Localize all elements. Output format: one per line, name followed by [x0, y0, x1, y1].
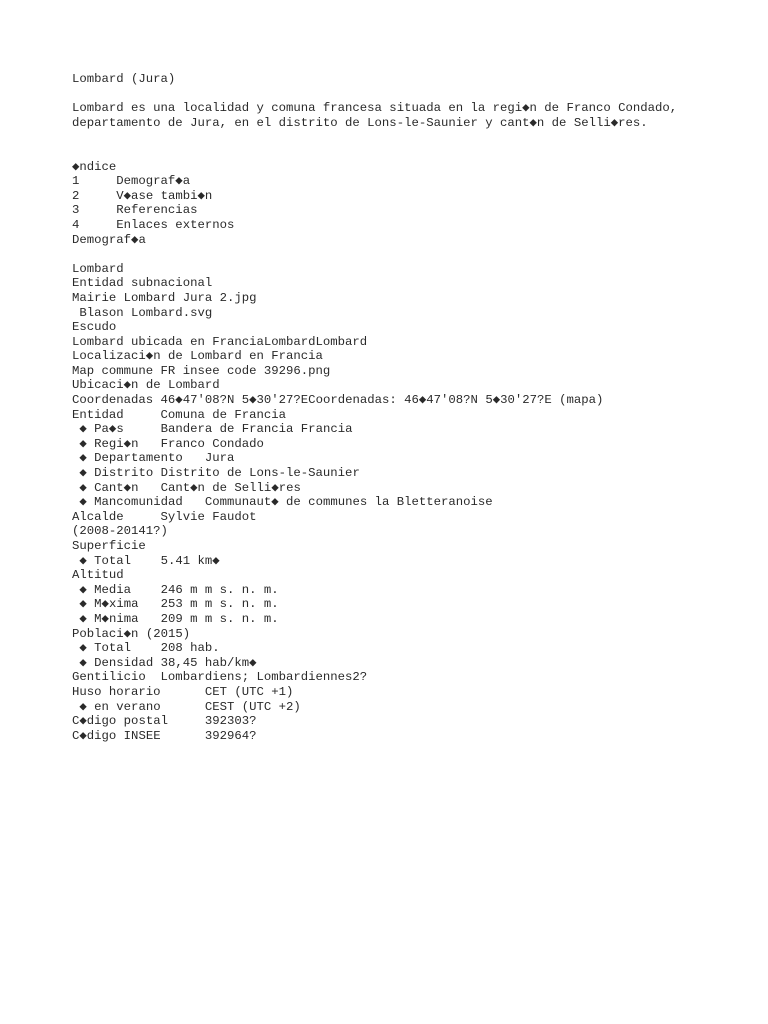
infobox-row: (2008-20141?): [72, 524, 168, 539]
infobox-row: Entidad Comuna de Francia: [72, 407, 287, 422]
infobox-row: Altitud: [72, 568, 124, 583]
infobox-row: ◆ Total 5.41 km◆: [72, 553, 220, 568]
infobox-coordinates: Coordenadas 46◆47'08?N 5◆30'27?ECoordenadas: 46◆47'08?N 5◆30'27?E (mapa): [72, 393, 604, 408]
blank-line: [72, 87, 752, 102]
infobox-row: Huso horario CET (UTC +1): [72, 684, 294, 699]
infobox-line: Mairie Lombard Jura 2.jpg: [72, 290, 257, 305]
infobox-row: ◆ Media 246 m m s. n. m.: [72, 582, 279, 597]
infobox-row: ◆ Cant◆n Cant◆n de Selli◆res: [72, 480, 301, 495]
infobox-row: ◆ Pa◆s Bandera de Francia Francia: [72, 422, 353, 437]
infobox-line: Lombard ubicada en FranciaLombardLombard: [72, 334, 368, 349]
infobox-line: Escudo: [72, 320, 117, 335]
document-body: [72, 72, 752, 743]
toc-item: 1 Demograf◆a: [72, 174, 191, 189]
infobox-title: Lombard: [72, 261, 124, 276]
blank-line: [72, 130, 752, 145]
infobox-row: ◆ Total 208 hab.: [72, 641, 220, 656]
blank-line: [72, 247, 752, 262]
blank-line: [72, 145, 752, 160]
infobox-row: Alcalde Sylvie Faudot: [72, 509, 257, 524]
infobox-row: C◆digo INSEE 392964?: [72, 728, 257, 743]
infobox-row: C◆digo postal 392303?: [72, 714, 257, 729]
infobox-row: ◆ en verano CEST (UTC +2): [72, 699, 301, 714]
document-title: Lombard (Jura): [72, 72, 176, 86]
infobox-row: Gentilicio Lombardiens; Lombardiennes2?: [72, 670, 368, 685]
toc-item: 3 Referencias: [72, 203, 198, 218]
infobox-line: Ubicaci◆n de Lombard: [72, 378, 220, 393]
infobox-row: ◆ M◆nima 209 m m s. n. m.: [72, 611, 279, 626]
infobox-line: Entidad subnacional: [72, 276, 213, 291]
infobox-line: Map commune FR insee code 39296.png: [72, 363, 331, 378]
toc-item: 4 Enlaces externos: [72, 217, 235, 232]
infobox-line: Localizaci◆n de Lombard en Francia: [72, 349, 323, 364]
infobox-row: Superficie: [72, 539, 146, 553]
intro-paragraph-line-1: Lombard es una localidad y comuna francesa situada en la regi◆n de Franco Condado,: [72, 101, 678, 116]
infobox-row: Poblaci◆n (2015): [72, 626, 191, 641]
infobox-row: ◆ Departamento Jura: [72, 451, 235, 466]
infobox-row: ◆ M◆xima 253 m m s. n. m.: [72, 597, 279, 612]
intro-paragraph-line-2: departamento de Jura, en el distrito de Lons-le-Saunier y cant◆n de Selli◆res.: [72, 115, 648, 130]
infobox-row: ◆ Densidad 38,45 hab/km◆: [72, 655, 257, 670]
toc-item: 2 V◆ase tambi◆n: [72, 188, 213, 203]
infobox-row: ◆ Regi◆n Franco Condado: [72, 436, 264, 451]
toc-heading: ◆ndice: [72, 159, 117, 174]
section-heading: Demograf◆a: [72, 232, 146, 247]
infobox-line: Blason Lombard.svg: [72, 305, 213, 320]
infobox-row: ◆ Distrito Distrito de Lons-le-Saunier: [72, 466, 360, 481]
infobox-row: ◆ Mancomunidad Communaut◆ de communes la Bletteranoise: [72, 495, 493, 510]
